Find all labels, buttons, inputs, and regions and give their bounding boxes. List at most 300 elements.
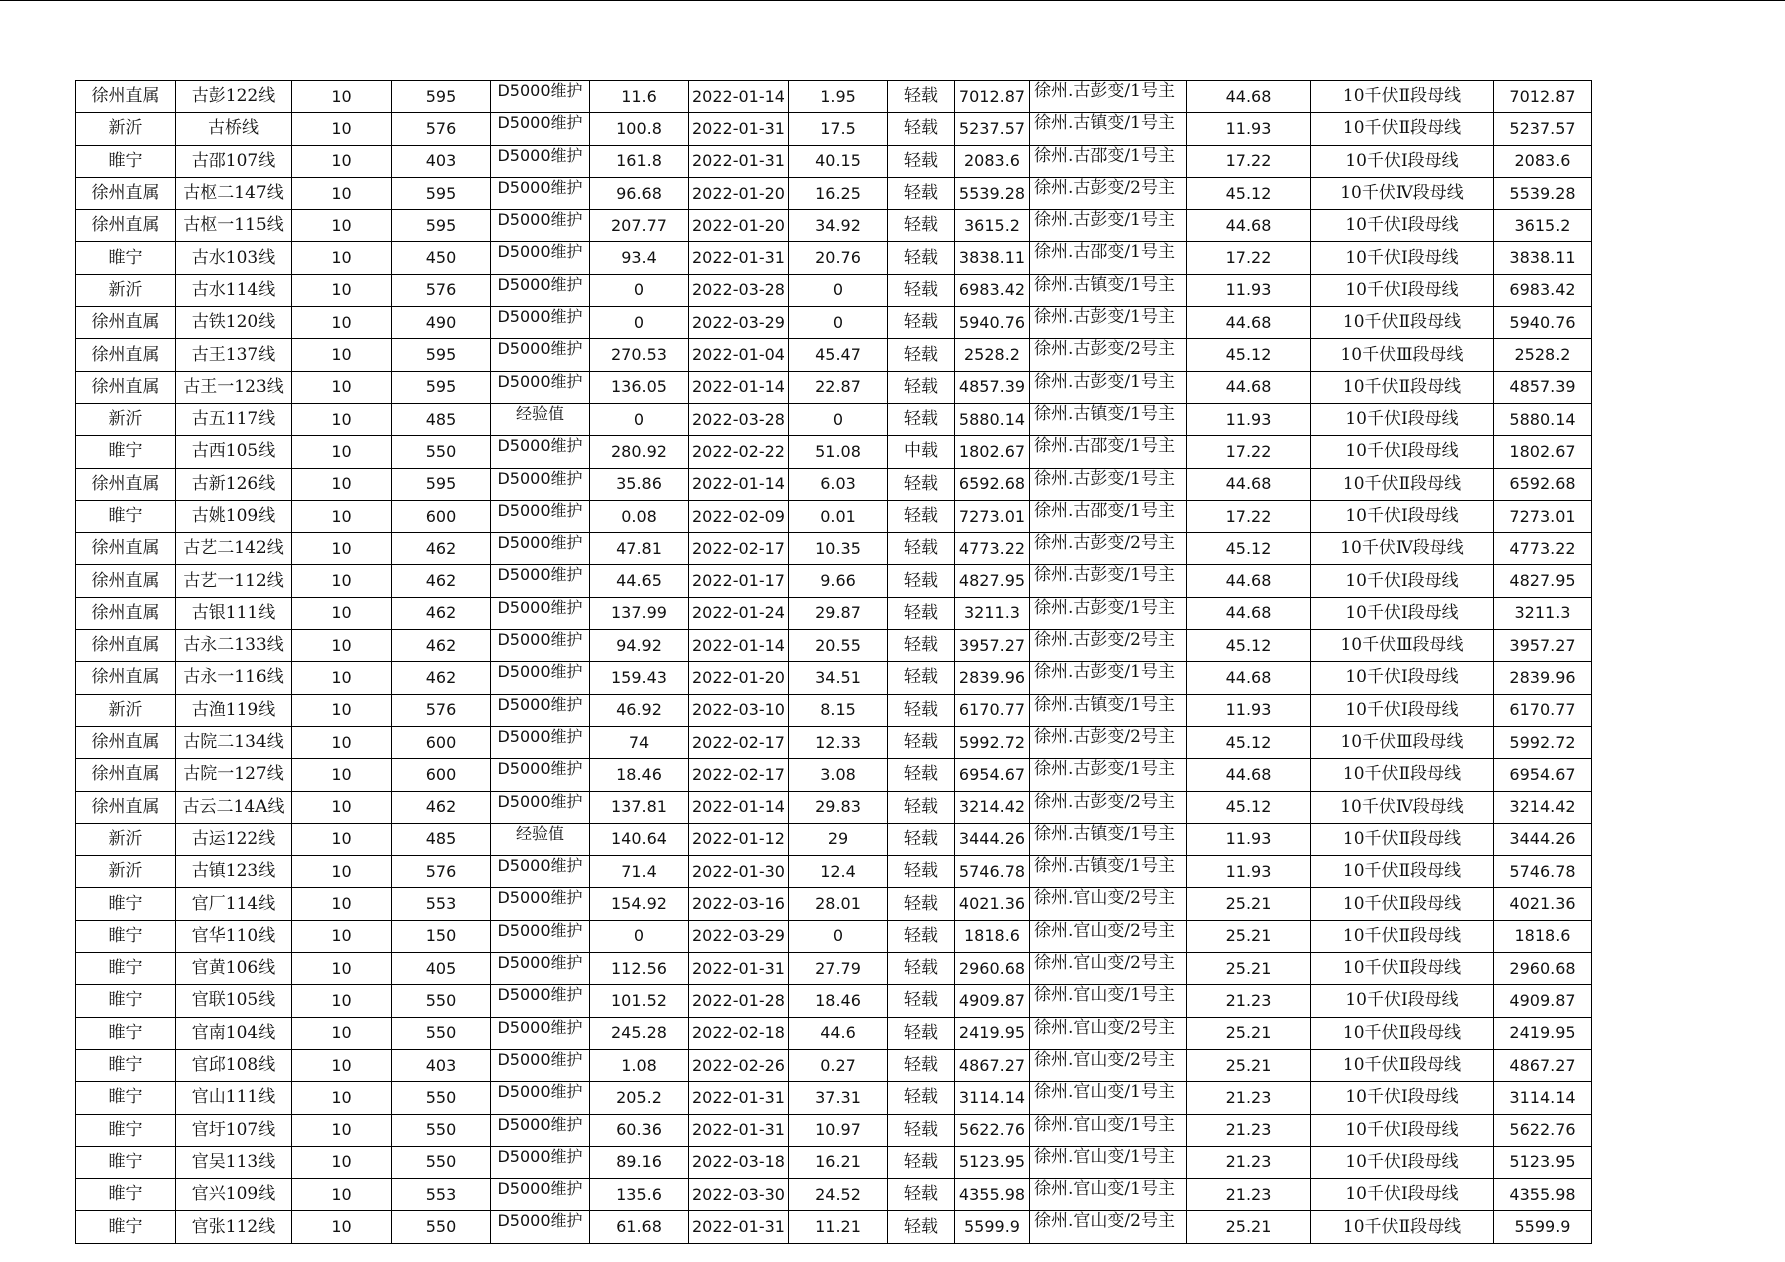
cell-load-rate: 9.66 — [789, 565, 888, 597]
cell-transformer-load-rate: 44.68 — [1187, 81, 1311, 113]
cell-busbar: 10千伏Ⅰ段母线 — [1311, 242, 1494, 274]
cell-load-status: 轻载 — [888, 630, 955, 662]
cell-voltage: 10 — [292, 307, 392, 339]
cell-busbar: 10千伏Ⅰ段母线 — [1311, 500, 1494, 532]
cell-remaining-capacity-2: 5599.9 — [1494, 1211, 1592, 1243]
cell-load-rate: 0 — [789, 274, 888, 306]
cell-load-status: 轻载 — [888, 145, 955, 177]
cell-unit: 新沂 — [76, 856, 176, 888]
cell-voltage: 10 — [292, 1114, 392, 1146]
table-row — [76, 210, 1592, 242]
cell-voltage: 10 — [292, 1049, 392, 1081]
cell-remaining-capacity-2: 5539.28 — [1494, 177, 1592, 209]
cell-unit: 睢宁 — [76, 1017, 176, 1049]
cell-remaining-capacity: 5599.9 — [955, 1211, 1030, 1243]
cell-load-rate: 12.4 — [789, 856, 888, 888]
cell-voltage: 10 — [292, 565, 392, 597]
cell-load-source: D5000维护 — [491, 436, 590, 468]
cell-unit: 徐州直属 — [76, 662, 176, 694]
cell-limit: 462 — [392, 662, 491, 694]
cell-limit: 462 — [392, 533, 491, 565]
cell-substation-transformer: 徐州.官山变/2号主 — [1030, 1049, 1187, 1081]
cell-remaining-capacity: 5746.78 — [955, 856, 1030, 888]
cell-load: 46.92 — [590, 694, 689, 726]
cell-remaining-capacity: 5123.95 — [955, 1146, 1030, 1178]
cell-transformer-load-rate: 17.22 — [1187, 145, 1311, 177]
cell-unit: 睢宁 — [76, 985, 176, 1017]
cell-voltage: 10 — [292, 274, 392, 306]
cell-limit: 550 — [392, 436, 491, 468]
cell-voltage: 10 — [292, 856, 392, 888]
cell-date: 2022-02-17 — [689, 759, 789, 791]
cell-remaining-capacity: 2528.2 — [955, 339, 1030, 371]
cell-remaining-capacity-2: 3114.14 — [1494, 1082, 1592, 1114]
cell-date: 2022-03-28 — [689, 403, 789, 435]
cell-load-source: D5000维护 — [491, 113, 590, 145]
cell-load-rate: 28.01 — [789, 888, 888, 920]
cell-limit: 490 — [392, 307, 491, 339]
cell-load-rate: 16.25 — [789, 177, 888, 209]
cell-load-source: D5000维护 — [491, 694, 590, 726]
cell-substation-transformer: 徐州.古彭变/2号主 — [1030, 630, 1187, 662]
cell-load-source: D5000维护 — [491, 888, 590, 920]
cell-load-rate: 6.03 — [789, 468, 888, 500]
cell-load: 0 — [590, 307, 689, 339]
cell-load-source: D5000维护 — [491, 145, 590, 177]
cell-line-name: 古永一116线 — [176, 662, 292, 694]
cell-limit: 553 — [392, 888, 491, 920]
cell-load-status: 轻载 — [888, 113, 955, 145]
cell-load: 100.8 — [590, 113, 689, 145]
cell-substation-transformer: 徐州.古邵变/1号主 — [1030, 500, 1187, 532]
cell-load-rate: 1.95 — [789, 81, 888, 113]
cell-load: 137.99 — [590, 597, 689, 629]
cell-unit: 徐州直属 — [76, 371, 176, 403]
cell-voltage: 10 — [292, 468, 392, 500]
cell-voltage: 10 — [292, 81, 392, 113]
cell-voltage: 10 — [292, 759, 392, 791]
cell-unit: 徐州直属 — [76, 630, 176, 662]
cell-load-rate: 12.33 — [789, 726, 888, 758]
cell-load-status: 轻载 — [888, 791, 955, 823]
cell-date: 2022-01-14 — [689, 468, 789, 500]
cell-load-source: D5000维护 — [491, 1211, 590, 1243]
cell-load: 0.08 — [590, 500, 689, 532]
cell-line-name: 古镇123线 — [176, 856, 292, 888]
cell-line-name: 官华110线 — [176, 920, 292, 952]
cell-unit: 徐州直属 — [76, 307, 176, 339]
cell-line-name: 古运122线 — [176, 823, 292, 855]
cell-voltage: 10 — [292, 500, 392, 532]
cell-remaining-capacity: 4021.36 — [955, 888, 1030, 920]
cell-line-name: 官厂114线 — [176, 888, 292, 920]
cell-limit: 600 — [392, 726, 491, 758]
cell-date: 2022-03-30 — [689, 1179, 789, 1211]
cell-line-name: 古银111线 — [176, 597, 292, 629]
cell-load-status: 轻载 — [888, 856, 955, 888]
cell-unit: 睢宁 — [76, 436, 176, 468]
cell-load: 74 — [590, 726, 689, 758]
cell-busbar: 10千伏Ⅱ段母线 — [1311, 307, 1494, 339]
cell-remaining-capacity-2: 4909.87 — [1494, 985, 1592, 1017]
cell-load-source: D5000维护 — [491, 856, 590, 888]
cell-unit: 新沂 — [76, 823, 176, 855]
cell-transformer-load-rate: 17.22 — [1187, 242, 1311, 274]
cell-load-status: 轻载 — [888, 307, 955, 339]
cell-remaining-capacity: 4355.98 — [955, 1179, 1030, 1211]
cell-remaining-capacity: 3211.3 — [955, 597, 1030, 629]
cell-substation-transformer: 徐州.古彭变/1号主 — [1030, 81, 1187, 113]
table-row — [76, 630, 1592, 662]
cell-substation-transformer: 徐州.官山变/1号主 — [1030, 1179, 1187, 1211]
cell-voltage: 10 — [292, 823, 392, 855]
cell-remaining-capacity-2: 3615.2 — [1494, 210, 1592, 242]
cell-remaining-capacity-2: 7012.87 — [1494, 81, 1592, 113]
cell-load-status: 轻载 — [888, 1179, 955, 1211]
cell-load-source: D5000维护 — [491, 726, 590, 758]
table-body — [76, 81, 1592, 1244]
cell-busbar: 10千伏Ⅳ段母线 — [1311, 177, 1494, 209]
cell-line-name: 古永二133线 — [176, 630, 292, 662]
cell-line-name: 古桥线 — [176, 113, 292, 145]
cell-substation-transformer: 徐州.官山变/1号主 — [1030, 985, 1187, 1017]
cell-remaining-capacity: 5539.28 — [955, 177, 1030, 209]
cell-substation-transformer: 徐州.古邵变/1号主 — [1030, 436, 1187, 468]
cell-remaining-capacity-2: 5237.57 — [1494, 113, 1592, 145]
cell-date: 2022-01-04 — [689, 339, 789, 371]
cell-transformer-load-rate: 45.12 — [1187, 177, 1311, 209]
cell-line-name: 古西105线 — [176, 436, 292, 468]
cell-load-status: 轻载 — [888, 81, 955, 113]
cell-load: 11.6 — [590, 81, 689, 113]
table-row — [76, 1179, 1592, 1211]
cell-load-source: D5000维护 — [491, 985, 590, 1017]
cell-load: 245.28 — [590, 1017, 689, 1049]
cell-substation-transformer: 徐州.古彭变/1号主 — [1030, 662, 1187, 694]
cell-busbar: 10千伏Ⅱ段母线 — [1311, 759, 1494, 791]
cell-date: 2022-01-31 — [689, 1082, 789, 1114]
cell-transformer-load-rate: 45.12 — [1187, 630, 1311, 662]
cell-date: 2022-01-20 — [689, 177, 789, 209]
table-row — [76, 985, 1592, 1017]
cell-line-name: 官圩107线 — [176, 1114, 292, 1146]
cell-voltage: 10 — [292, 210, 392, 242]
cell-remaining-capacity: 6954.67 — [955, 759, 1030, 791]
cell-transformer-load-rate: 44.68 — [1187, 662, 1311, 694]
cell-substation-transformer: 徐州.古镇变/1号主 — [1030, 403, 1187, 435]
table-row — [76, 726, 1592, 758]
cell-remaining-capacity-2: 6954.67 — [1494, 759, 1592, 791]
cell-busbar: 10千伏Ⅰ段母线 — [1311, 145, 1494, 177]
cell-load-source: D5000维护 — [491, 242, 590, 274]
cell-load-source: D5000维护 — [491, 210, 590, 242]
cell-remaining-capacity-2: 3444.26 — [1494, 823, 1592, 855]
cell-date: 2022-01-31 — [689, 113, 789, 145]
cell-date: 2022-01-31 — [689, 1211, 789, 1243]
cell-remaining-capacity: 7273.01 — [955, 500, 1030, 532]
cell-transformer-load-rate: 17.22 — [1187, 500, 1311, 532]
cell-line-name: 官兴109线 — [176, 1179, 292, 1211]
cell-remaining-capacity: 1802.67 — [955, 436, 1030, 468]
cell-remaining-capacity-2: 5992.72 — [1494, 726, 1592, 758]
cell-line-name: 官联105线 — [176, 985, 292, 1017]
cell-date: 2022-02-22 — [689, 436, 789, 468]
cell-busbar: 10千伏Ⅱ段母线 — [1311, 1211, 1494, 1243]
cell-load-status: 轻载 — [888, 565, 955, 597]
cell-line-name: 古邵107线 — [176, 145, 292, 177]
cell-load-status: 轻载 — [888, 371, 955, 403]
cell-date: 2022-01-31 — [689, 953, 789, 985]
cell-transformer-load-rate: 44.68 — [1187, 597, 1311, 629]
cell-voltage: 10 — [292, 339, 392, 371]
cell-load-source: D5000维护 — [491, 81, 590, 113]
cell-remaining-capacity-2: 5746.78 — [1494, 856, 1592, 888]
cell-load-status: 轻载 — [888, 1049, 955, 1081]
cell-load-rate: 10.97 — [789, 1114, 888, 1146]
cell-load: 71.4 — [590, 856, 689, 888]
cell-load-rate: 24.52 — [789, 1179, 888, 1211]
cell-load-rate: 18.46 — [789, 985, 888, 1017]
cell-remaining-capacity: 2839.96 — [955, 662, 1030, 694]
cell-remaining-capacity: 3214.42 — [955, 791, 1030, 823]
table-row — [76, 177, 1592, 209]
cell-transformer-load-rate: 21.23 — [1187, 1114, 1311, 1146]
cell-load-source: D5000维护 — [491, 1114, 590, 1146]
cell-unit: 睢宁 — [76, 1179, 176, 1211]
cell-busbar: 10千伏Ⅰ段母线 — [1311, 403, 1494, 435]
cell-date: 2022-01-20 — [689, 662, 789, 694]
cell-busbar: 10千伏Ⅱ段母线 — [1311, 1049, 1494, 1081]
cell-substation-transformer: 徐州.古彭变/1号主 — [1030, 565, 1187, 597]
cell-load-source: D5000维护 — [491, 371, 590, 403]
cell-limit: 405 — [392, 953, 491, 985]
cell-busbar: 10千伏Ⅰ段母线 — [1311, 1179, 1494, 1211]
cell-busbar: 10千伏Ⅱ段母线 — [1311, 468, 1494, 500]
cell-load-source: D5000维护 — [491, 597, 590, 629]
cell-load-source: D5000维护 — [491, 500, 590, 532]
table-row — [76, 274, 1592, 306]
cell-line-name: 古云二14A线 — [176, 791, 292, 823]
cell-voltage: 10 — [292, 1082, 392, 1114]
cell-date: 2022-01-20 — [689, 210, 789, 242]
table-row — [76, 468, 1592, 500]
cell-load-rate: 20.76 — [789, 242, 888, 274]
cell-remaining-capacity-2: 5940.76 — [1494, 307, 1592, 339]
cell-busbar: 10千伏Ⅰ段母线 — [1311, 985, 1494, 1017]
cell-line-name: 古新126线 — [176, 468, 292, 500]
cell-load-status: 轻载 — [888, 1211, 955, 1243]
cell-limit: 550 — [392, 1114, 491, 1146]
table-row — [76, 759, 1592, 791]
cell-substation-transformer: 徐州.官山变/1号主 — [1030, 1114, 1187, 1146]
cell-date: 2022-01-30 — [689, 856, 789, 888]
cell-remaining-capacity-2: 7273.01 — [1494, 500, 1592, 532]
cell-date: 2022-01-31 — [689, 1114, 789, 1146]
cell-remaining-capacity: 2419.95 — [955, 1017, 1030, 1049]
table-row — [76, 791, 1592, 823]
table-row — [76, 662, 1592, 694]
cell-transformer-load-rate: 44.68 — [1187, 759, 1311, 791]
cell-date: 2022-01-14 — [689, 371, 789, 403]
cell-remaining-capacity-2: 1818.6 — [1494, 920, 1592, 952]
cell-remaining-capacity-2: 6983.42 — [1494, 274, 1592, 306]
cell-load-status: 轻载 — [888, 339, 955, 371]
cell-busbar: 10千伏Ⅱ段母线 — [1311, 856, 1494, 888]
cell-busbar: 10千伏Ⅲ段母线 — [1311, 630, 1494, 662]
cell-limit: 462 — [392, 630, 491, 662]
cell-transformer-load-rate: 45.12 — [1187, 533, 1311, 565]
cell-line-name: 古五117线 — [176, 403, 292, 435]
cell-load: 137.81 — [590, 791, 689, 823]
cell-substation-transformer: 徐州.古彭变/2号主 — [1030, 726, 1187, 758]
cell-line-name: 官山111线 — [176, 1082, 292, 1114]
table-row — [76, 694, 1592, 726]
cell-limit: 576 — [392, 694, 491, 726]
cell-date: 2022-01-14 — [689, 791, 789, 823]
cell-load: 89.16 — [590, 1146, 689, 1178]
cell-remaining-capacity: 1818.6 — [955, 920, 1030, 952]
cell-voltage: 10 — [292, 1211, 392, 1243]
cell-voltage: 10 — [292, 1179, 392, 1211]
cell-load-source: 经验值 — [491, 823, 590, 855]
cell-limit: 485 — [392, 823, 491, 855]
cell-limit: 600 — [392, 759, 491, 791]
cell-load-rate: 0 — [789, 307, 888, 339]
cell-load-source: D5000维护 — [491, 630, 590, 662]
cell-substation-transformer: 徐州.古彭变/1号主 — [1030, 371, 1187, 403]
cell-line-name: 官张112线 — [176, 1211, 292, 1243]
cell-line-name: 官黄106线 — [176, 953, 292, 985]
cell-remaining-capacity: 5880.14 — [955, 403, 1030, 435]
cell-limit: 462 — [392, 565, 491, 597]
cell-date: 2022-01-24 — [689, 597, 789, 629]
table-row — [76, 436, 1592, 468]
cell-remaining-capacity-2: 6170.77 — [1494, 694, 1592, 726]
cell-load: 159.43 — [590, 662, 689, 694]
cell-remaining-capacity: 4773.22 — [955, 533, 1030, 565]
cell-load-rate: 11.21 — [789, 1211, 888, 1243]
cell-load-rate: 22.87 — [789, 371, 888, 403]
cell-unit: 睢宁 — [76, 1146, 176, 1178]
cell-load-status: 轻载 — [888, 1146, 955, 1178]
cell-unit: 徐州直属 — [76, 533, 176, 565]
cell-load-source: D5000维护 — [491, 533, 590, 565]
cell-remaining-capacity: 3957.27 — [955, 630, 1030, 662]
cell-limit: 595 — [392, 81, 491, 113]
cell-remaining-capacity-2: 3214.42 — [1494, 791, 1592, 823]
cell-line-name: 古院二134线 — [176, 726, 292, 758]
cell-substation-transformer: 徐州.官山变/2号主 — [1030, 953, 1187, 985]
cell-load-source: D5000维护 — [491, 662, 590, 694]
cell-busbar: 10千伏Ⅰ段母线 — [1311, 1146, 1494, 1178]
cell-limit: 550 — [392, 1082, 491, 1114]
cell-transformer-load-rate: 25.21 — [1187, 1017, 1311, 1049]
cell-load-status: 轻载 — [888, 1114, 955, 1146]
cell-transformer-load-rate: 44.68 — [1187, 565, 1311, 597]
cell-unit: 新沂 — [76, 694, 176, 726]
cell-unit: 睢宁 — [76, 500, 176, 532]
cell-remaining-capacity-2: 6592.68 — [1494, 468, 1592, 500]
cell-remaining-capacity-2: 2419.95 — [1494, 1017, 1592, 1049]
cell-remaining-capacity: 3615.2 — [955, 210, 1030, 242]
table-row — [76, 856, 1592, 888]
cell-load-rate: 0.01 — [789, 500, 888, 532]
cell-date: 2022-02-18 — [689, 1017, 789, 1049]
cell-voltage: 10 — [292, 1146, 392, 1178]
cell-load-status: 轻载 — [888, 888, 955, 920]
cell-limit: 595 — [392, 177, 491, 209]
cell-load: 136.05 — [590, 371, 689, 403]
cell-transformer-load-rate: 45.12 — [1187, 726, 1311, 758]
cell-voltage: 10 — [292, 242, 392, 274]
cell-limit: 553 — [392, 1179, 491, 1211]
cell-transformer-load-rate: 25.21 — [1187, 953, 1311, 985]
cell-date: 2022-03-29 — [689, 307, 789, 339]
cell-load-status: 轻载 — [888, 823, 955, 855]
cell-voltage: 10 — [292, 436, 392, 468]
cell-remaining-capacity-2: 5880.14 — [1494, 403, 1592, 435]
cell-load-rate: 40.15 — [789, 145, 888, 177]
cell-unit: 徐州直属 — [76, 468, 176, 500]
cell-remaining-capacity: 3444.26 — [955, 823, 1030, 855]
cell-load: 96.68 — [590, 177, 689, 209]
cell-remaining-capacity: 5940.76 — [955, 307, 1030, 339]
cell-limit: 595 — [392, 339, 491, 371]
cell-unit: 新沂 — [76, 274, 176, 306]
cell-load-rate: 0 — [789, 920, 888, 952]
cell-unit: 睢宁 — [76, 1114, 176, 1146]
cell-load: 60.36 — [590, 1114, 689, 1146]
cell-remaining-capacity: 5992.72 — [955, 726, 1030, 758]
cell-transformer-load-rate: 11.93 — [1187, 274, 1311, 306]
cell-load-status: 轻载 — [888, 533, 955, 565]
cell-busbar: 10千伏Ⅱ段母线 — [1311, 1017, 1494, 1049]
cell-remaining-capacity-2: 1802.67 — [1494, 436, 1592, 468]
table-row — [76, 145, 1592, 177]
cell-load: 205.2 — [590, 1082, 689, 1114]
cell-remaining-capacity-2: 4827.95 — [1494, 565, 1592, 597]
cell-load: 280.92 — [590, 436, 689, 468]
cell-load-status: 轻载 — [888, 242, 955, 274]
cell-unit: 睢宁 — [76, 1082, 176, 1114]
cell-date: 2022-03-10 — [689, 694, 789, 726]
cell-remaining-capacity-2: 4867.27 — [1494, 1049, 1592, 1081]
cell-load-rate: 29.83 — [789, 791, 888, 823]
cell-load-source: D5000维护 — [491, 920, 590, 952]
cell-busbar: 10千伏Ⅰ段母线 — [1311, 436, 1494, 468]
cell-load: 47.81 — [590, 533, 689, 565]
cell-date: 2022-01-28 — [689, 985, 789, 1017]
cell-transformer-load-rate: 45.12 — [1187, 339, 1311, 371]
cell-busbar: 10千伏Ⅱ段母线 — [1311, 888, 1494, 920]
cell-load-rate: 51.08 — [789, 436, 888, 468]
cell-transformer-load-rate: 25.21 — [1187, 888, 1311, 920]
cell-substation-transformer: 徐州.古镇变/1号主 — [1030, 856, 1187, 888]
table-row — [76, 565, 1592, 597]
table-row — [76, 242, 1592, 274]
table-row — [76, 1049, 1592, 1081]
cell-substation-transformer: 徐州.官山变/2号主 — [1030, 920, 1187, 952]
table-row — [76, 307, 1592, 339]
cell-remaining-capacity-2: 4021.36 — [1494, 888, 1592, 920]
cell-unit: 睢宁 — [76, 1049, 176, 1081]
cell-load-status: 轻载 — [888, 759, 955, 791]
cell-load-status: 轻载 — [888, 500, 955, 532]
cell-unit: 睢宁 — [76, 145, 176, 177]
cell-substation-transformer: 徐州.官山变/1号主 — [1030, 1146, 1187, 1178]
cell-line-name: 古枢二147线 — [176, 177, 292, 209]
cell-unit: 睢宁 — [76, 888, 176, 920]
